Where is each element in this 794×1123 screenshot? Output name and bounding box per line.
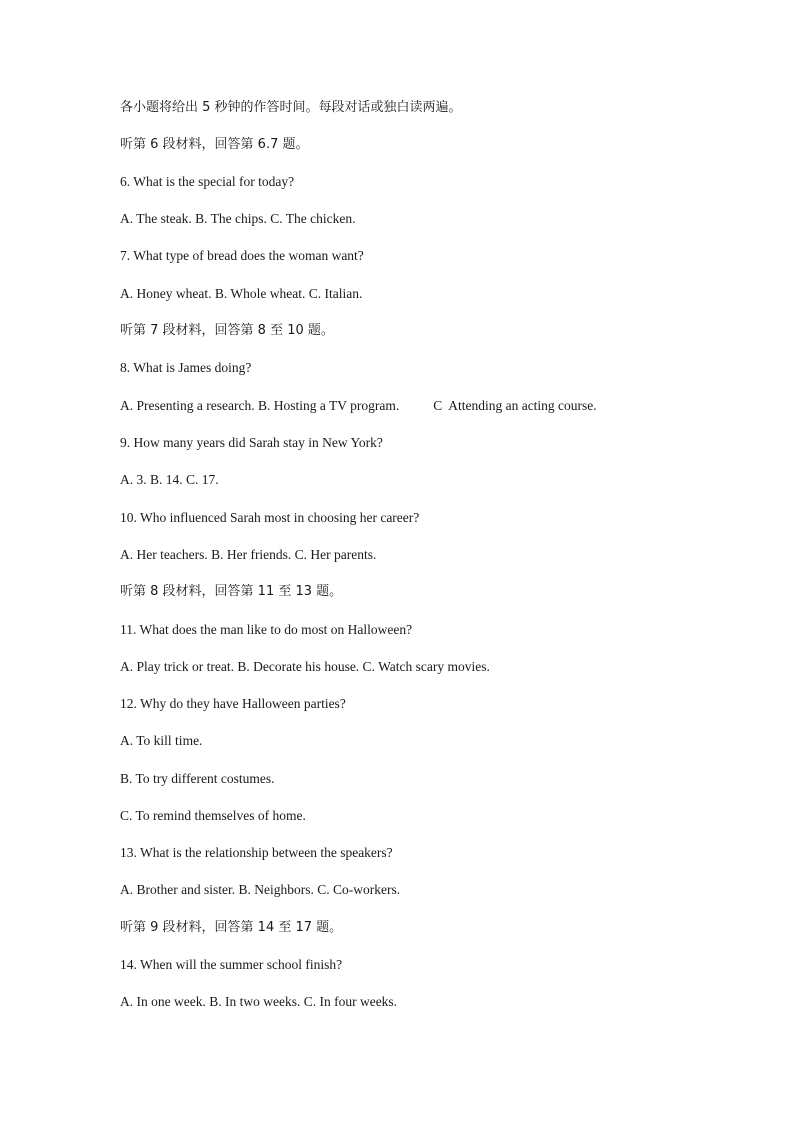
options-9: A. 3. B. 14. C. 17. xyxy=(120,472,219,487)
options-8-c: C Attending an acting course. xyxy=(433,398,597,413)
section-header-9: 听第 9 段材料，回答第 14 至 17 题。 xyxy=(120,920,343,935)
question-10: 10. Who influenced Sarah most in choosing her career? xyxy=(120,510,420,525)
options-8 xyxy=(120,397,597,415)
question-13: 13. What is the relationship between the speakers? xyxy=(120,845,393,860)
question-14: 14. When will the summer school finish? xyxy=(120,957,343,972)
option-12-b: B. To try different costumes. xyxy=(120,771,275,786)
options-14: A. In one week. B. In two weeks. C. In four weeks. xyxy=(120,994,398,1009)
options-6: A. The steak. B. The chips. C. The chicken. xyxy=(120,211,356,226)
instruction-text: 各小题将给出 5 秒钟的作答时间。每段对话或独白读两遍。 xyxy=(120,100,462,115)
options-8-ab: A. Presenting a research. B. Hosting a TV program. xyxy=(120,398,400,413)
options-11: A. Play trick or treat. B. Decorate his house. C. Watch scary movies. xyxy=(120,659,490,674)
question-9: 9. How many years did Sarah stay in New York? xyxy=(120,435,383,450)
section-header-6: 听第 6 段材料，回答第 6.7 题。 xyxy=(120,137,309,152)
section-header-7: 听第 7 段材料，回答第 8 至 10 题。 xyxy=(120,323,334,338)
option-12-c: C. To remind themselves of home. xyxy=(120,808,306,823)
question-8: 8. What is James doing? xyxy=(120,360,252,375)
question-7: 7. What type of bread does the woman want? xyxy=(120,248,364,263)
options-10: A. Her teachers. B. Her friends. C. Her parents. xyxy=(120,547,377,562)
question-11: 11. What does the man like to do most on Halloween? xyxy=(120,622,413,637)
section-header-8: 听第 8 段材料，回答第 11 至 13 题。 xyxy=(120,584,343,599)
question-12: 12. Why do they have Halloween parties? xyxy=(120,696,346,711)
option-12-a: A. To kill time. xyxy=(120,733,203,748)
options-7: A. Honey wheat. B. Whole wheat. C. Italian. xyxy=(120,286,363,301)
options-13: A. Brother and sister. B. Neighbors. C. Co-workers. xyxy=(120,882,401,897)
question-6: 6. What is the special for today? xyxy=(120,174,295,189)
